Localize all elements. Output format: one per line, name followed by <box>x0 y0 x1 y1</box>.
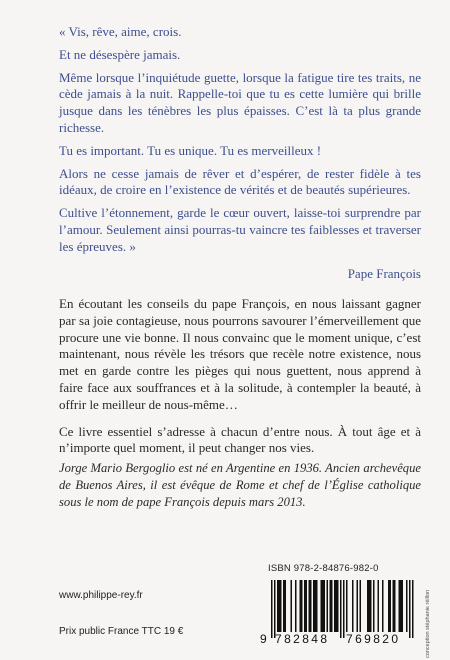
cover-credit-text: conception stéphanie réillon <box>425 589 431 658</box>
description-paragraph-1: En écoutant les conseils du pape François, en nous laissant gagner par sa joie contagieuse, nous pourrons savourer l’émerveillement que procure une vie bonne. Il nous convainc que le moment unique, c’est maintenant, nous révèle les trésors que recèle notre existence, nous met en garde contre les pièges qui nous guettent, nous apprend à faire face aux souffrances et à la solitude, à contempler la beauté, à offrir le meilleur de nous-même… <box>59 296 421 412</box>
quote-block <box>59 24 421 288</box>
barcode-bar <box>324 580 326 632</box>
barcode-bar <box>340 580 342 638</box>
barcode-bar <box>295 580 297 632</box>
barcode-bar <box>274 580 276 638</box>
description-block <box>59 296 421 467</box>
author-bio <box>59 460 421 510</box>
barcode-bar <box>279 580 281 632</box>
barcode-right-digits: 769820 <box>346 632 401 646</box>
quote-paragraph-5: Alors ne cesse jamais de rêver et d’espérer, de rester fidèle à tes idéaux, de croire en l’existence de vérités et de beautés supérieures. <box>59 165 421 198</box>
quote-line-2: Et ne désespère jamais. <box>59 46 181 62</box>
barcode-bar <box>291 580 293 632</box>
quote-signature: Pape François <box>347 265 421 281</box>
barcode-bar <box>283 580 285 632</box>
barcode-bar <box>300 580 302 632</box>
barcode-bar <box>330 580 332 632</box>
barcode-bar <box>357 580 359 632</box>
barcode-bar <box>322 580 324 632</box>
barcode-bar <box>370 580 372 632</box>
barcode-bar <box>352 580 354 632</box>
barcode-bar <box>334 580 336 632</box>
barcode-bar <box>331 580 333 632</box>
quote-paragraph-4: Tu es important. Tu es unique. Tu es merveilleux ! <box>59 142 322 158</box>
barcode-first-digit: 9 <box>260 632 267 646</box>
barcode-bar <box>280 580 282 632</box>
barcode-bar <box>316 580 318 632</box>
price-label: Prix public France TTC 19 € <box>59 626 184 637</box>
quote-paragraph-6: Cultive l’étonnement, garde le cœur ouvert, laisse-toi surprendre par l’amour. Seulement ainsi pourras-tu vaincre tes faiblesses et traverser les épreuves. » <box>59 205 421 254</box>
barcode-bar <box>394 580 396 632</box>
barcode-bar <box>306 580 308 632</box>
barcode-bar <box>304 580 306 632</box>
barcode-bar <box>400 580 402 632</box>
barcode-bar <box>390 580 392 632</box>
barcode-bar <box>402 580 404 632</box>
barcode-bar <box>367 580 369 632</box>
barcode-left-digits: 782848 <box>275 632 330 646</box>
barcode-bar <box>346 580 348 632</box>
barcode-bar <box>336 580 338 632</box>
cover-credit <box>419 589 431 660</box>
barcode-bar <box>321 580 323 632</box>
barcode-bar <box>373 580 375 632</box>
barcode-bar <box>309 580 311 632</box>
barcode <box>258 580 422 646</box>
barcode-bar <box>382 580 384 632</box>
barcode-bar <box>369 580 371 632</box>
barcode-bar <box>285 580 287 632</box>
quote-paragraph-3: Même lorsque l’inquiétude guette, lorsque la fatigue tire tes traits, ne cède jamais à la nuit. Rappelle-toi que tu es cette lumière qui brille jusque dans les ténèbres les plus épaisses. C’est là ta plus grande richesse. <box>59 69 421 135</box>
barcode-bars <box>271 580 414 638</box>
isbn-label: ISBN 978-2-84876-982-0 <box>268 563 379 574</box>
barcode-bar <box>412 580 414 638</box>
publisher-website: www.philippe-rey.fr <box>59 590 143 601</box>
barcode-bar <box>315 580 317 632</box>
description-paragraph-2: Ce livre essentiel s’adresse à chacun d’entre nous. À tout âge et à n’importe quel moment, il peut changer nos vies. <box>59 423 421 456</box>
barcode-bar <box>337 580 339 632</box>
barcode-bar <box>343 580 345 638</box>
barcode-bar <box>393 580 395 632</box>
barcode-bar <box>406 580 408 632</box>
barcode-bar <box>313 580 315 632</box>
quote-line-1: « Vis, rêve, aime, crois. <box>59 24 182 39</box>
barcode-bar <box>301 580 303 632</box>
barcode-graphic <box>258 580 422 646</box>
barcode-bar <box>271 580 273 638</box>
author-bio-text: Jorge Mario Bergoglio est né en Argentine en 1936. Ancien archevêque de Buenos Aires, il est évêque de Rome et chef de l’Église catholique sous le nom de pape François depuis mars 2013. <box>59 461 421 509</box>
barcode-bar <box>378 580 380 632</box>
barcode-bar <box>327 580 329 632</box>
barcode-bar <box>399 580 401 632</box>
barcode-bar <box>360 580 362 632</box>
barcode-bar <box>388 580 390 632</box>
barcode-bar <box>310 580 312 632</box>
barcode-bar <box>409 580 411 638</box>
barcode-bar <box>277 580 279 632</box>
